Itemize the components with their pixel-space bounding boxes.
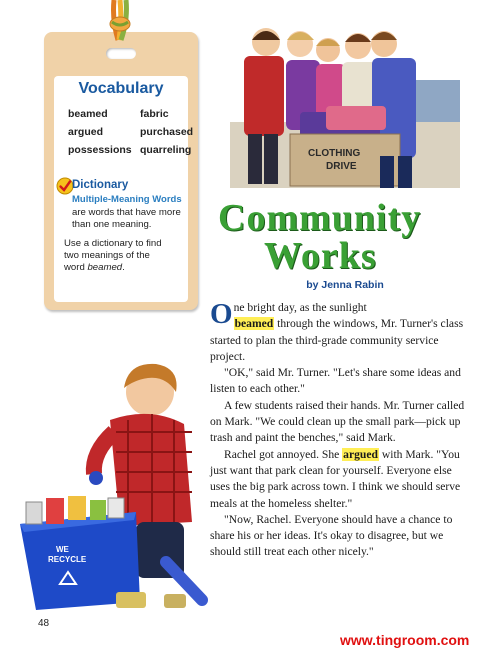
article-byline: by Jenna Rabin (306, 279, 384, 291)
vocab-word-possessions: possessions (68, 144, 132, 156)
dictionary-text-line: Use a dictionary to find (64, 238, 162, 249)
vocab-word-argued: argued (68, 126, 104, 138)
vocab-word-purchased: purchased (140, 126, 194, 138)
vocab-word-quarreling: quarreling (140, 144, 192, 156)
dictionary-text-line: than one meaning. (72, 219, 152, 230)
vocabulary-title: Vocabulary (78, 80, 164, 97)
story-p1-rest: through the windows, Mr. Turner's class started to plan the third-grade community service project. (210, 317, 464, 363)
vocab-highlight-beamed: beamed (234, 317, 274, 331)
boy-recycling-photo (16, 362, 212, 612)
tag-string-knot (104, 0, 136, 48)
article-title-line-1: Community (218, 197, 422, 239)
page-number: 48 (38, 618, 50, 629)
watermark-url: www.tingroom.com (340, 632, 470, 648)
story-paragraph-1 (210, 300, 472, 365)
vocab-word-fabric: fabric (140, 108, 169, 120)
vocab-highlight-argued: argued (343, 447, 378, 461)
story-p4-rest: with Mark. "You just want that park clean for yourself. Everyone else uses the big park across town. I think we should serve meals at the homeless shelter." (210, 447, 461, 510)
dictionary-subtitle: Multiple-Meaning Words (72, 194, 182, 205)
box-label-clothing: CLOTHING (308, 148, 361, 159)
dictionary-text-line (64, 262, 180, 274)
story-p1-start: ne bright day, as the sunlight (233, 301, 367, 314)
story-text (210, 300, 472, 561)
drop-cap: O (210, 298, 233, 330)
box-label-drive: DRIVE (326, 161, 357, 172)
vocabulary-panel (54, 76, 194, 302)
story-p4-start: Rachel got annoyed. She (224, 447, 343, 461)
dictionary-period: . (122, 262, 125, 273)
story-paragraph-2: "OK," said Mr. Turner. "Let's share some ideas and listen to each other." (210, 366, 461, 396)
story-paragraph-4 (210, 447, 472, 512)
bin-label-we: WE (56, 545, 69, 554)
kids-clothing-drive-photo (230, 22, 460, 188)
dictionary-title: Dictionary (72, 179, 129, 191)
dictionary-word-prefix: word (64, 262, 88, 273)
tag-hole (106, 48, 136, 59)
story-paragraph-3: A few students raised their hands. Mr. Turner called on Mark. "We could clean up the small park—pick up trash and paint the benches," said Mark. (210, 398, 465, 445)
vocab-word-beamed: beamed (68, 108, 108, 120)
story-paragraph-5: "Now, Rachel. Everyone should have a chance to share his or her ideas. It's okay to disagree, but we should still treat each other nicely." (210, 512, 453, 559)
dictionary-text-line: are words that have more (72, 207, 181, 218)
dictionary-text-line: two meanings of the (64, 250, 150, 261)
dictionary-example-word: beamed (87, 262, 123, 273)
article-title-line-2: Works (264, 235, 377, 277)
vocabulary-tag (44, 32, 198, 310)
bin-label-recycle: RECYCLE (48, 555, 87, 564)
